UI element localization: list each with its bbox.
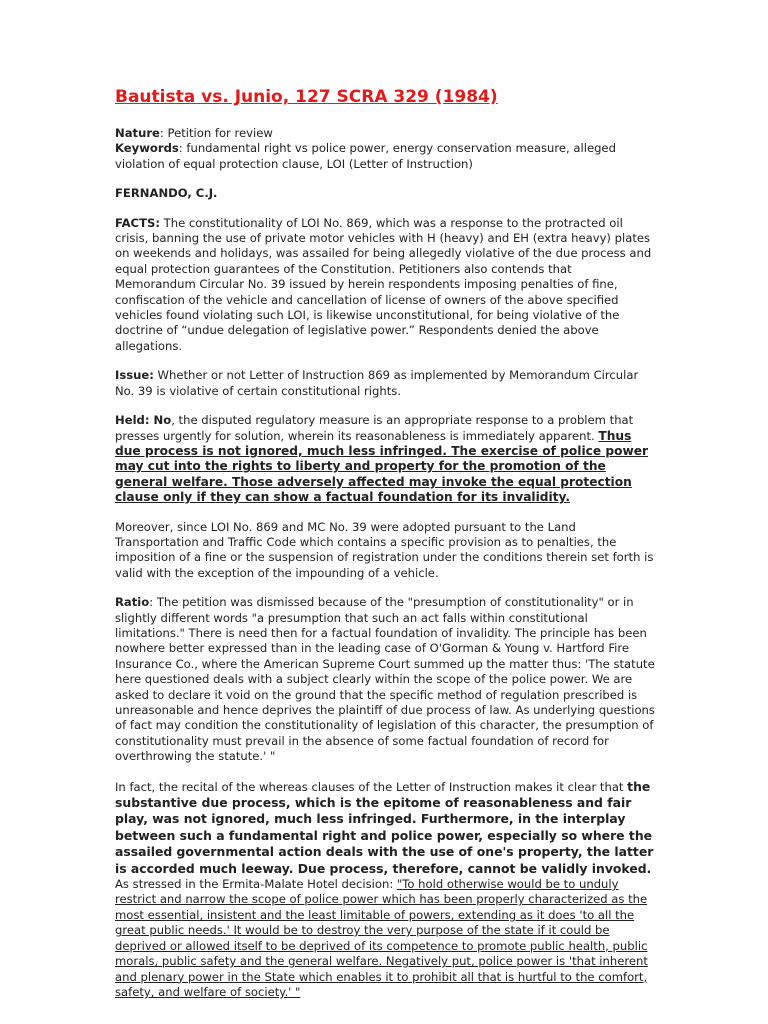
case-title: Bautista vs. Junio, 127 SCRA 329 (1984) (115, 87, 498, 107)
issue-label: Issue: (115, 368, 154, 383)
infact-paragraph (115, 779, 655, 1001)
ermita-malate-quote: "To hold otherwise would be to unduly restrict and narrow the scope of police power which has been properly characterized as the most essential, insistent and the least limitable of powers, extending as it does 'to all the great public needs.' It would be to destroy the very purpose of the state if it could be deprived or allowed itself to be deprived of its competence to promote public health, public morals, public safety and the general welfare. Negatively put, police power is 'that inherent and plenary power in the State which enables it to prohibit all that is hurtful to the comfort, safety, and welfare of society.' " (115, 877, 648, 999)
facts-text: The constitutionality of LOI No. 869, which was a response to the protracted oil crisis, banning the use of private motor vehicles with H (heavy) and EH (extra heavy) plates on weekends and holidays, was assailed for being allegedly violative of the due process and equal protection guarantees of the Constitution. Petitioners also contends that Memorandum Circular No. 39 issued by herein respondents imposing penalties of fine, confiscation of the vehicle and cancellation of license of owners of the above specified vehicles found violating such LOI, is likewise unconstitutional, for being violative of the doctrine of “undue delegation of legislative power.” Respondents denied the above allegations. (115, 215, 652, 353)
issue-paragraph (115, 368, 655, 399)
facts-label: FACTS: (115, 215, 160, 230)
held-paragraph (115, 413, 655, 505)
keywords-label: Keywords (115, 141, 179, 156)
moreover-paragraph: Moreover, since LOI No. 869 and MC No. 39 were adopted pursuant to the Land Transportation and Traffic Code which contains a specific provision as to penalties, the imposition of a fine or the suspension of registration under the conditions therein set forth is valid with the exception of the impounding of a vehicle. (115, 519, 654, 580)
document-page (115, 86, 655, 1014)
case-meta (115, 126, 655, 172)
infact-bold: the substantive due process, which is the epitome of reasonableness and fair play, was not ignored, much less infringed. Furthermore, in the interplay between such a fundamental right and police power, especially so where the assailed governmental action deals with the use of one's property, the latter is accorded much leeway. Due process, therefore, cannot be validly invoked. (115, 778, 654, 876)
nature-text: : Petition for review (159, 126, 273, 140)
author-line: FERNANDO, C.J. (115, 186, 218, 201)
nature-line (115, 126, 655, 141)
held-text: , the disputed regulatory measure is an appropriate response to a problem that presses urgently for solution, wherein its reasonableness is immediately apparent. (115, 413, 634, 443)
issue-text: Whether or not Letter of Instruction 869 as implemented by Memorandum Circular No. 39 is violative of certain constitutional rights. (115, 368, 639, 398)
nature-label: Nature (115, 126, 160, 140)
keywords-text: : fundamental right vs police power, energy conservation measure, alleged violation of equal protection clause, LOI (Letter of Instruction) (115, 141, 616, 171)
keywords-line (115, 141, 655, 172)
ratio-paragraph (115, 595, 655, 764)
held-label: Held: No (115, 413, 172, 428)
ratio-label: Ratio (115, 595, 150, 610)
infact-intro: In fact, the recital of the whereas clauses of the Letter of Instruction makes it clear that (115, 779, 628, 794)
facts-paragraph (115, 216, 655, 355)
held-emphasis: Thus due process is not ignored, much less infringed. The exercise of police power may cut into the rights to liberty and property for the promotion of the general welfare. Those adversely affected may invoke the equal protection clause only if they can show a factual foundation for its invalidity. (115, 428, 649, 505)
ratio-text: : The petition was dismissed because of the "presumption of constitutionality" or in slightly different words "a presumption that such an act falls within constitutional limitations." There is need then for a factual foundation of invalidity. The principle has been nowhere better expressed than in the leading case of O'Gorman & Young v. Hartford Fire Insurance Co., where the American Supreme Court summed up the matter thus: 'The statute here questioned deals with a subject clearly within the scope of the police power. We are asked to declare it void on the ground that the specific method of regulation prescribed is unreasonable and hence deprives the plaintiff of due process of law. As underlying questions of fact may condition the constitutionality of legislation of this character, the presumption of constitutionality must prevail in the absence of some factual foundation of record for overthrowing the statute.' " (115, 595, 655, 764)
infact-mid: As stressed in the Ermita-Malate Hotel decision: (115, 877, 397, 892)
